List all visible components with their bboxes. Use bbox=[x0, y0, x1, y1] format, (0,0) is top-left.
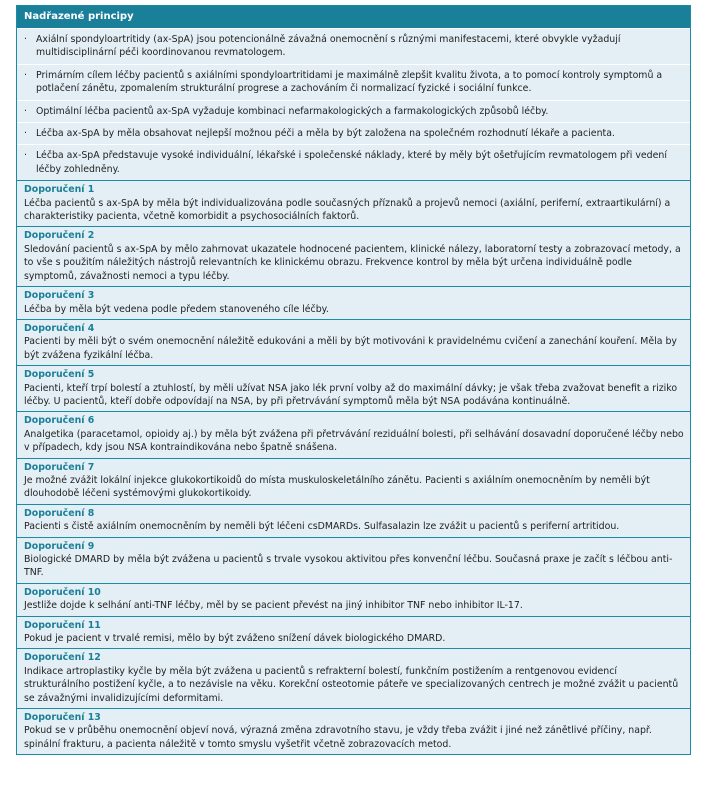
recommendation-10 bbox=[17, 583, 690, 616]
principle-item bbox=[17, 100, 690, 122]
recommendation-text: Je možné zvážit lokální injekce glukokortikoidů do místa muskuloskeletálního zánětu. Pacienti s axiálním onemocněním by neměli být dlouhodobě léčeni systémovými glukokortikoidy. bbox=[24, 474, 650, 500]
recommendation-title: Doporučení 1 bbox=[24, 184, 95, 196]
principle-text: Léčba ax-SpA představuje vysoké individuální, lékařské i společenské náklady, které by měly být ošetřujícím revmatologem při vedení léčby zohledněny. bbox=[36, 150, 667, 175]
recommendation-text: Pokud se v průběhu onemocnění objeví nová, výrazná změna zdravotního stavu, je vždy třeba zvážit i jiné než zánětlivé příčiny, např. spinální frakturu, a pacienta náležitě v tomto smyslu vyšetřit včetně zobrazovacích metod. bbox=[24, 725, 652, 750]
principle-item bbox=[17, 122, 690, 144]
recommendation-title: Doporučení 10 bbox=[24, 586, 101, 598]
recommendation-7 bbox=[17, 458, 690, 504]
recommendation-text: Analgetika (paracetamol, opioidy aj.) by měla být zvážena při přetrvávání reziduální bolesti, při selhávání dosavadní doporučené léčby nebo v případech, kdy jsou NSA kontraindikována nebo špatně snášena. bbox=[24, 428, 684, 454]
recommendation-title: Doporučení 11 bbox=[24, 619, 101, 631]
recommendation-title: Doporučení 3 bbox=[24, 290, 95, 302]
recommendation-title: Doporučení 13 bbox=[24, 712, 101, 724]
bullet-icon: · bbox=[24, 105, 27, 117]
recommendation-13 bbox=[17, 708, 690, 754]
table-header: Nadřazené principy bbox=[17, 6, 690, 28]
recommendation-title: Doporučení 7 bbox=[24, 461, 95, 473]
recommendation-text: Léčba pacientů s ax-SpA by měla být individualizována podle současných příznaků a projevů nemoci (axiální, periferní, extraartikulární) a charakteristiky pacienta, včetně komorbidit a psychosociálních faktorů. bbox=[24, 197, 671, 223]
recommendation-11 bbox=[17, 616, 690, 649]
recommendation-3 bbox=[17, 286, 690, 319]
recommendation-text: Jestliže dojde k selhání anti-TNF léčby, měl by se pacient převést na jiný inhibitor TNF nebo inhibitor IL-17. bbox=[24, 600, 523, 612]
recommendation-text: Sledování pacientů s ax-SpA by mělo zahrnovat ukazatele hodnocené pacientem, klinické nálezy, laboratorní testy a zobrazovací metody, a to vše s použitím náležitých nástrojů relevantních ke klinickému obrazu. Frekvence kontrol by měla být určena individuálně podle symptomů, závažnosti nemoci a typu léčby. bbox=[24, 243, 681, 282]
principle-item bbox=[17, 64, 690, 100]
recommendation-5 bbox=[17, 365, 690, 411]
recommendation-title: Doporučení 12 bbox=[24, 652, 101, 664]
recommendation-title: Doporučení 9 bbox=[24, 540, 95, 552]
recommendation-text: Pacienti, kteří trpí bolestí a ztuhlostí, by měli užívat NSA jako lék první volby až do maximální dávky; je však třeba zvažovat benefit a riziko léčby. U pacientů, kteří dobře odpovídají na NSA, by při přetrvávání symptomů měla být NSA podávána kontinuálně. bbox=[24, 382, 678, 407]
bullet-icon: · bbox=[24, 69, 27, 81]
bullet-icon: · bbox=[24, 34, 27, 45]
recommendation-title: Doporučení 5 bbox=[24, 369, 95, 381]
principle-text: Léčba ax-SpA by měla obsahovat nejlepší možnou péči a měla by být založena na společném rozhodnutí lékaře a pacienta. bbox=[36, 128, 615, 140]
recommendation-2 bbox=[17, 226, 690, 286]
recommendation-title: Doporučení 4 bbox=[24, 322, 95, 334]
recommendation-text: Pacienti s čistě axiálním onemocněním by neměli být léčeni csDMARDs. Sulfasalazin lze zvážit u pacientů s periferní artritidou. bbox=[24, 521, 620, 533]
recommendation-1 bbox=[17, 180, 690, 226]
recommendation-title: Doporučení 6 bbox=[24, 415, 95, 427]
recommendation-text: Léčba by měla být vedena podle předem stanoveného cíle léčby. bbox=[24, 303, 329, 315]
recommendation-title: Doporučení 8 bbox=[24, 507, 95, 519]
recommendation-text: Indikace artroplastiky kyčle by měla být zvážena u pacientů s refrakterní bolestí, funkčním postižením a rentgenovou evidencí strukturálního postižení kyčle, a to nezávisle na věku. Korekční osteotomie páteře ve specializovaných centrech je možné zvážit u pacientů se závažnými invalidizujícími deformitami. bbox=[24, 665, 679, 704]
recommendation-8 bbox=[17, 504, 690, 537]
recommendation-text: Pokud je pacient v trvalé remisi, mělo by být zváženo snížení dávek biologického DMARD. bbox=[24, 633, 446, 645]
principle-item bbox=[17, 144, 690, 180]
recommendation-9 bbox=[17, 537, 690, 583]
recommendation-title: Doporučení 2 bbox=[24, 230, 95, 242]
principle-text: Optimální léčba pacientů ax-SpA vyžaduje kombinaci nefarmakologických a farmakologických způsobů léčby. bbox=[36, 105, 549, 117]
bullet-icon: · bbox=[24, 128, 27, 140]
recommendation-text: Biologické DMARD by měla být zvážena u pacientů s trvale vysokou aktivitou přes konvenční léčbu. Současná praxe je začít s léčbou anti-TNF. bbox=[24, 554, 673, 579]
principle-item bbox=[17, 28, 690, 64]
recommendation-12 bbox=[17, 648, 690, 708]
recommendations-table bbox=[16, 5, 691, 755]
recommendation-4 bbox=[17, 319, 690, 365]
principle-text: Axiální spondyloartritidy (ax-SpA) jsou potencionálně závažná onemocnění s různými manifestacemi, které obvykle vyžadují multidisciplinární péči koordinovanou revmatologem. bbox=[36, 34, 621, 59]
bullet-icon: · bbox=[24, 150, 27, 162]
principle-text: Primárním cílem léčby pacientů s axiálními spondyloartritidami je maximálně zlepšit kvalitu života, a to pomocí kontroly symptomů a potlačení zánětu, zpomalením strukturální progrese a zachováním či normalizací fyzické i sociální funkce. bbox=[36, 69, 663, 95]
recommendation-text: Pacienti by měli být o svém onemocnění náležitě edukováni a měli by být motivováni k pravidelnému cvičení a zanechání kouření. Měla by být zvážena fyzikální léčba. bbox=[24, 336, 677, 361]
recommendation-6 bbox=[17, 411, 690, 457]
